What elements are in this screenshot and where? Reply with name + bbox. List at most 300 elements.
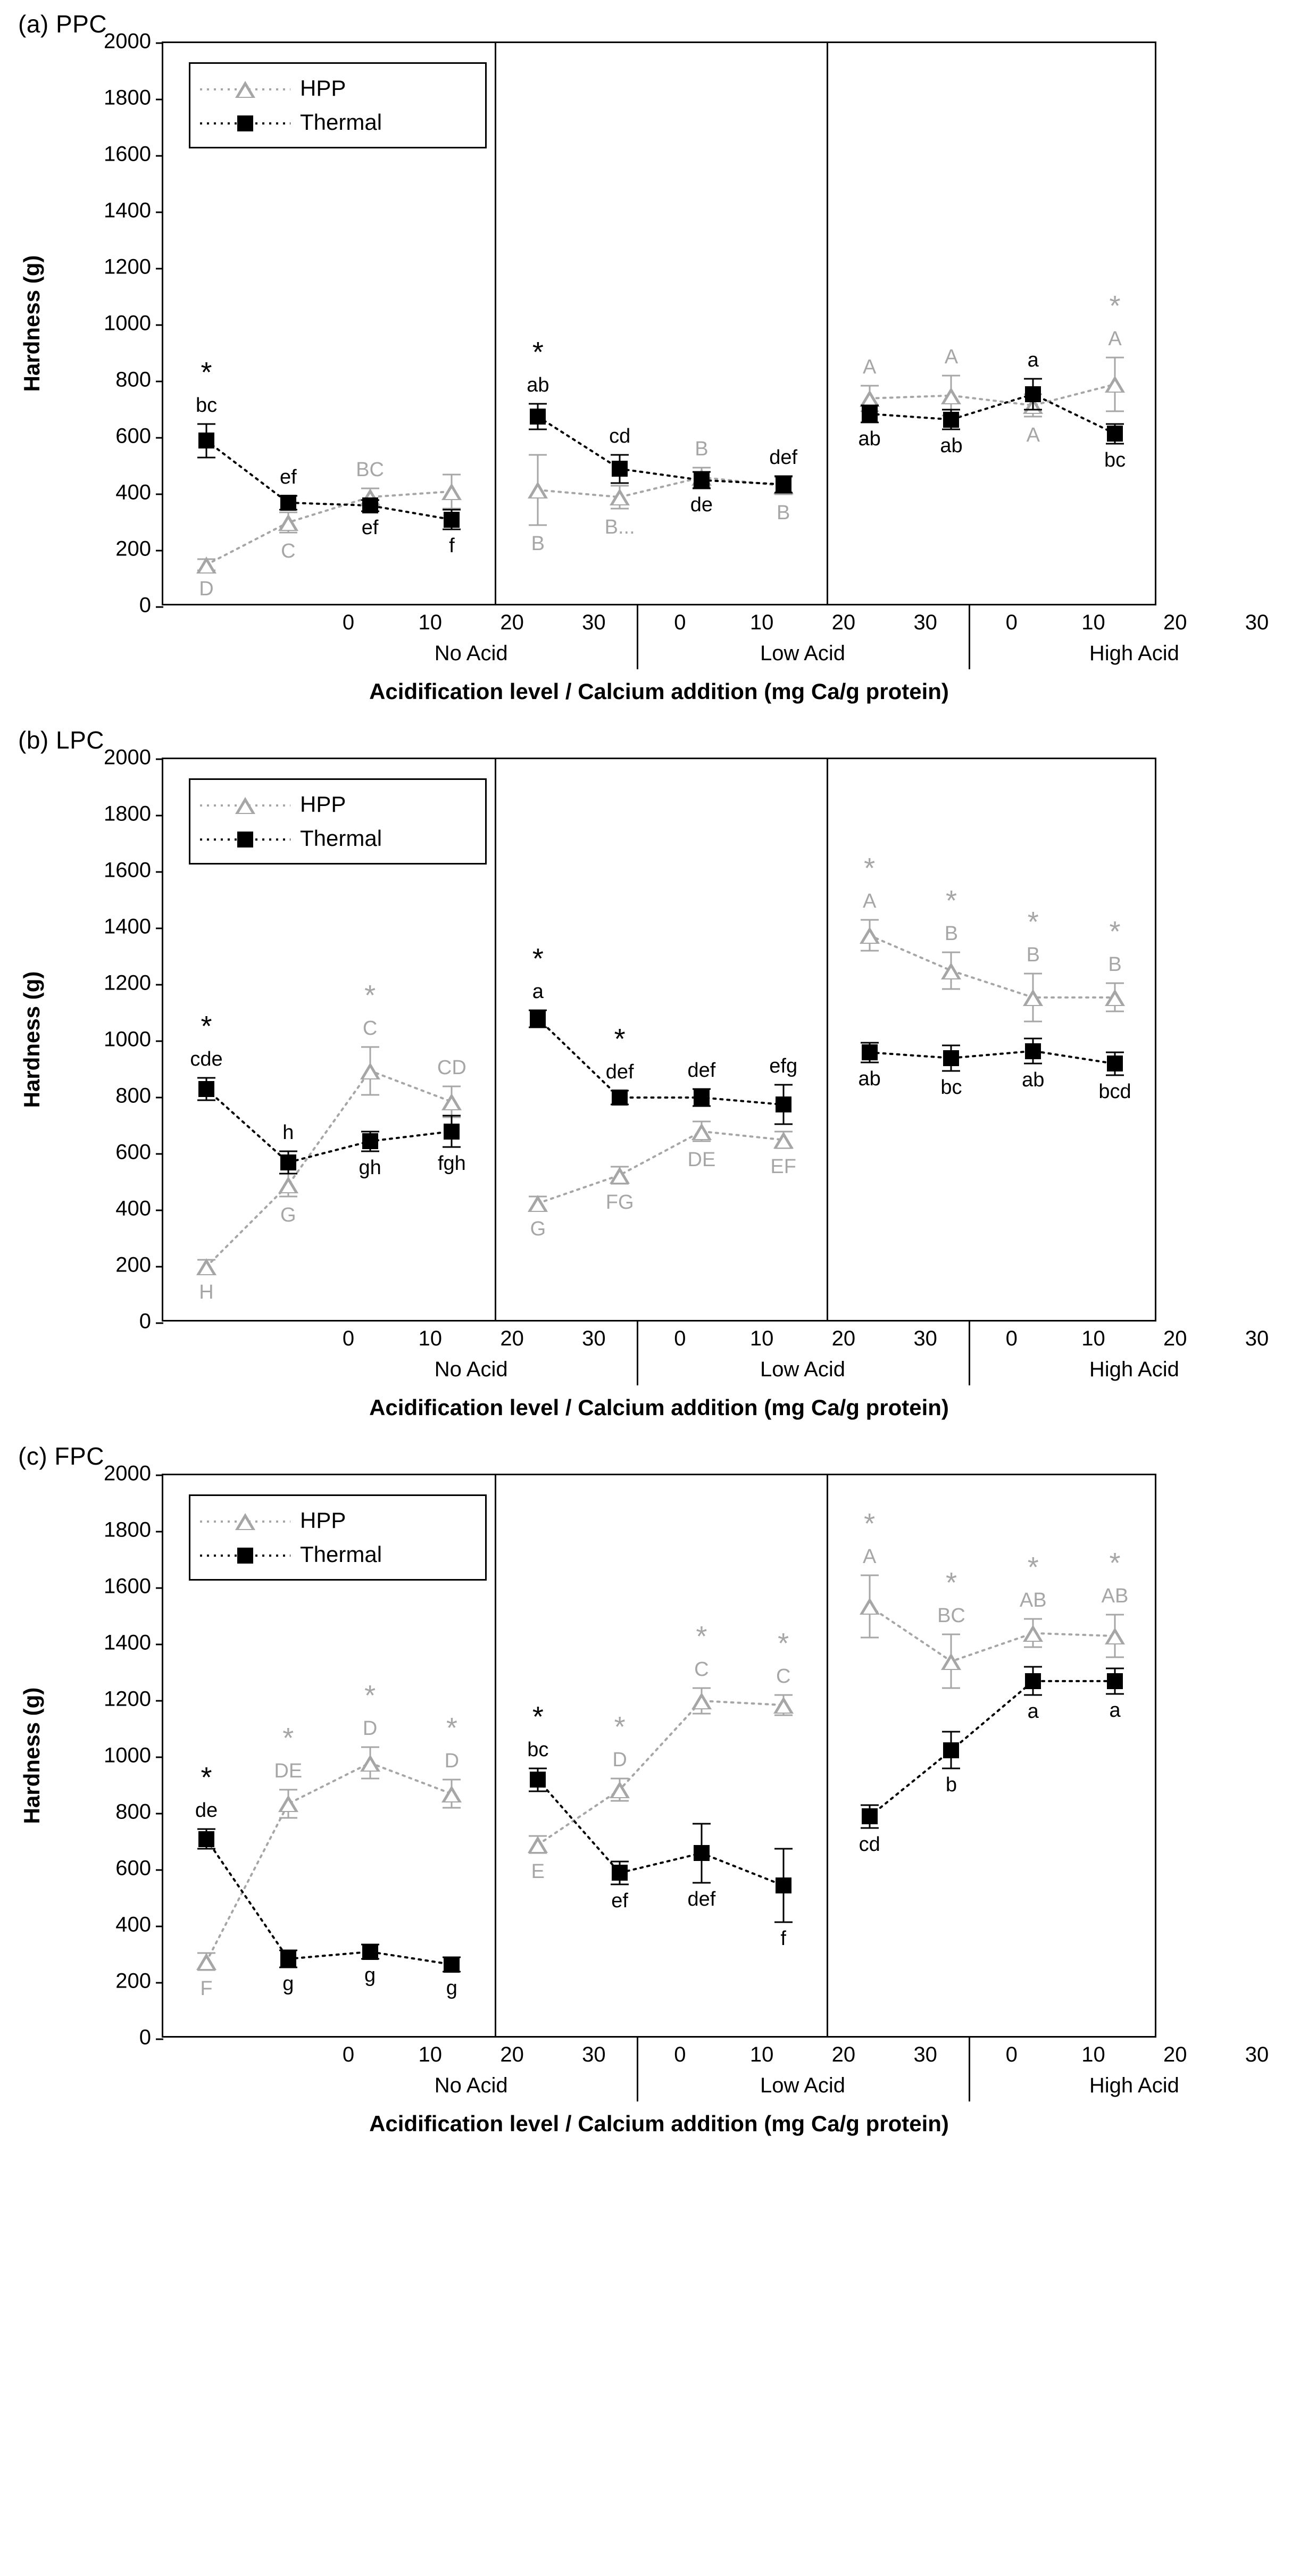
- y-tick-mark: [156, 1210, 163, 1211]
- hpp-group-letter: DE: [274, 1759, 303, 1782]
- hpp-group-letter: D: [199, 578, 214, 601]
- thermal-group-letter: f: [449, 535, 455, 558]
- triangle-marker-icon: [196, 1258, 216, 1275]
- y-tick-label: 1200: [104, 1687, 151, 1711]
- thermal-group-letter: bc: [195, 394, 218, 417]
- error-bar-cap: [529, 1768, 547, 1769]
- error-bar-cap: [1024, 1063, 1042, 1065]
- error-bar-cap: [861, 1805, 879, 1806]
- x-tick-label: 0: [1005, 2043, 1018, 2066]
- y-tick-mark: [156, 43, 163, 44]
- thermal-group-letter: bc: [940, 1076, 962, 1099]
- y-tick-mark: [156, 1153, 163, 1155]
- error-bar-cap: [861, 950, 879, 952]
- error-bar-cap: [529, 429, 547, 430]
- error-bar-cap: [942, 1634, 960, 1635]
- significance-star: *: [364, 1680, 376, 1712]
- triangle-marker-icon: [360, 1062, 380, 1079]
- error-bar-cap: [1024, 378, 1042, 379]
- thermal-data-point: [862, 1808, 878, 1824]
- hpp-data-point: [941, 962, 961, 979]
- series-line-segment: [538, 417, 783, 484]
- thermal-group-letter: gh: [359, 1156, 381, 1179]
- series-line-segment: [538, 1132, 783, 1203]
- error-bar-cap: [197, 423, 215, 425]
- y-axis-label: Hardness (g): [19, 1687, 44, 1824]
- x-tick-label: 10: [418, 611, 443, 634]
- y-tick-label: 0: [139, 593, 151, 617]
- x-tick-label: 30: [1245, 611, 1269, 634]
- hpp-group-letter: BC: [356, 459, 384, 481]
- y-axis-ticks: [55, 745, 151, 1333]
- thermal-data-point: [612, 1865, 628, 1881]
- thermal-data-point: [530, 409, 546, 425]
- x-axis-ticks: [305, 2038, 1300, 2071]
- thermal-data-point: [530, 1011, 546, 1027]
- thermal-data-point: [694, 1090, 710, 1106]
- legend-row: [200, 821, 471, 855]
- legend-square-icon: [237, 832, 253, 847]
- x-group-label: Low Acid: [760, 1358, 846, 1381]
- thermal-group-letter: ab: [1022, 1069, 1045, 1092]
- x-tick-label: 0: [342, 2043, 355, 2066]
- thermal-data-point: [1107, 426, 1123, 442]
- thermal-data-point: [1025, 1673, 1041, 1689]
- y-tick-label: 600: [115, 1856, 151, 1880]
- significance-star: *: [864, 1508, 876, 1540]
- significance-star: *: [532, 1701, 544, 1733]
- triangle-marker-icon: [691, 1123, 712, 1140]
- thermal-group-letter: cd: [859, 1833, 880, 1856]
- error-bar-cap: [197, 457, 215, 459]
- error-bar-cap: [942, 1688, 960, 1689]
- hpp-group-letter: C: [362, 1017, 378, 1040]
- hpp-group-letter: A: [863, 355, 877, 378]
- hpp-group-letter: AB: [1101, 1585, 1129, 1608]
- error-bar-cap: [774, 1124, 793, 1125]
- square-marker-icon: [444, 1124, 460, 1140]
- series-line-segment: [206, 1763, 452, 1962]
- error-bar-cap: [693, 1713, 711, 1714]
- thermal-data-point: [280, 1154, 296, 1170]
- series-line-segment: [206, 1071, 452, 1267]
- thermal-group-letter: a: [1027, 1700, 1039, 1723]
- error-bar-cap: [443, 509, 461, 511]
- hpp-data-point: [360, 1755, 380, 1772]
- error-bar-cap: [1106, 1693, 1124, 1694]
- hpp-group-letter: B: [531, 533, 545, 555]
- triangle-marker-icon: [1023, 989, 1043, 1006]
- thermal-data-point: [776, 476, 791, 492]
- legend-row: [200, 105, 471, 139]
- plot-inner: [163, 43, 1155, 604]
- hpp-data-point: [1023, 989, 1043, 1006]
- error-bar-cap: [774, 1084, 793, 1086]
- error-bar-cap: [942, 409, 960, 411]
- error-bar-cap: [861, 1061, 879, 1063]
- y-tick-mark: [156, 1926, 163, 1927]
- y-tick-label: 200: [115, 1253, 151, 1277]
- thermal-data-point: [943, 1742, 959, 1758]
- error-bar-cap: [443, 1115, 461, 1117]
- x-tick-label: 30: [1245, 1327, 1269, 1350]
- thermal-data-point: [1025, 386, 1041, 402]
- hpp-data-point: [278, 1795, 298, 1812]
- error-bar-cap: [1024, 1618, 1042, 1620]
- legend-marker: [200, 830, 290, 846]
- triangle-marker-icon: [941, 1653, 961, 1670]
- square-marker-icon: [280, 1951, 296, 1967]
- square-marker-icon: [530, 1011, 546, 1027]
- hpp-group-letter: C: [281, 539, 296, 562]
- chart-panel: [0, 1442, 1269, 2137]
- panel-spacer: [0, 1420, 1210, 1442]
- triangle-marker-icon: [441, 1785, 462, 1802]
- thermal-data-point: [362, 1944, 378, 1960]
- x-tick-label: 20: [831, 611, 856, 634]
- y-tick-mark: [156, 1869, 163, 1871]
- thermal-group-letter: def: [687, 1888, 716, 1910]
- y-tick-label: 1400: [104, 198, 151, 222]
- hpp-data-point: [441, 483, 462, 500]
- series-line-segment: [206, 441, 452, 519]
- x-tick-label: 20: [500, 1327, 524, 1350]
- panel-title: (b) LPC: [18, 726, 104, 754]
- x-axis-ticks: [305, 605, 1300, 638]
- thermal-group-letter: ef: [611, 1889, 628, 1912]
- significance-star: *: [1109, 916, 1121, 948]
- plot-inner: [163, 759, 1155, 1320]
- error-bar-cap: [1106, 1668, 1124, 1669]
- error-bar-cap: [279, 1789, 297, 1790]
- error-bar-cap: [1024, 1037, 1042, 1039]
- hpp-data-point: [691, 1123, 712, 1140]
- x-tick-label: 30: [582, 2043, 606, 2066]
- y-tick-label: 2000: [104, 1461, 151, 1485]
- hpp-group-letter: BC: [937, 1605, 965, 1627]
- square-marker-icon: [198, 433, 214, 448]
- x-axis-group-labels: [305, 2071, 1300, 2106]
- triangle-marker-icon: [773, 1697, 794, 1714]
- error-bar-cap: [1106, 356, 1124, 358]
- x-tick-label: 10: [1081, 2043, 1105, 2066]
- error-bar-cap: [942, 1070, 960, 1071]
- significance-star: *: [446, 1712, 457, 1744]
- error-bar-cap: [197, 1829, 215, 1830]
- y-axis-ticks: [55, 1461, 151, 2049]
- x-tick-label: 20: [831, 1327, 856, 1350]
- square-marker-icon: [862, 406, 878, 422]
- chart-legend: [189, 778, 487, 865]
- error-bar-cap: [942, 1731, 960, 1733]
- panel-spacer: [0, 2137, 1210, 2158]
- legend-marker: [200, 796, 290, 812]
- thermal-group-letter: bcd: [1098, 1080, 1131, 1103]
- chart-canvas: [18, 745, 1178, 1333]
- error-bar-cap: [443, 473, 461, 475]
- plot-frame: [162, 758, 1156, 1322]
- error-bar-cap: [774, 1694, 793, 1696]
- square-marker-icon: [776, 476, 791, 492]
- triangle-marker-icon: [235, 1513, 255, 1530]
- x-axis-label: Acidification level / Calcium addition (mg Ca/g protein): [369, 1395, 949, 1420]
- square-marker-icon: [776, 1096, 791, 1112]
- thermal-group-letter: ef: [361, 516, 379, 539]
- error-bar-cap: [279, 1195, 297, 1197]
- error-bar-cap: [197, 1077, 215, 1078]
- thermal-group-letter: cde: [190, 1048, 223, 1070]
- error-bar-cap: [861, 1636, 879, 1638]
- error-bar-cap: [861, 919, 879, 921]
- triangle-marker-icon: [235, 81, 255, 98]
- error-bar-cap: [279, 1150, 297, 1152]
- square-marker-icon: [862, 1808, 878, 1824]
- y-tick-label: 1200: [104, 971, 151, 995]
- triangle-marker-icon: [528, 1836, 548, 1853]
- square-marker-icon: [362, 1944, 378, 1960]
- thermal-data-point: [444, 512, 460, 528]
- error-bar-cap: [861, 385, 879, 386]
- error-bar-cap: [611, 1883, 629, 1885]
- x-group-label: High Acid: [1089, 1358, 1179, 1381]
- x-tick-label: 0: [674, 2043, 686, 2066]
- square-marker-icon: [862, 1044, 878, 1060]
- y-tick-label: 1600: [104, 1574, 151, 1598]
- y-tick-mark: [156, 1982, 163, 1984]
- x-tick-label: 10: [749, 1327, 774, 1350]
- y-tick-mark: [156, 984, 163, 986]
- hpp-data-point: [860, 1598, 880, 1615]
- significance-star: *: [1109, 289, 1121, 322]
- hpp-group-letter: C: [694, 1658, 709, 1681]
- hpp-data-point: [610, 1167, 630, 1184]
- thermal-data-point: [1107, 1056, 1123, 1071]
- hpp-group-letter: A: [1026, 424, 1040, 447]
- error-bar-cap: [1106, 1614, 1124, 1616]
- y-tick-label: 800: [115, 368, 151, 392]
- triangle-marker-icon: [235, 797, 255, 814]
- y-axis-label: Hardness (g): [19, 971, 44, 1108]
- y-tick-mark: [156, 325, 163, 326]
- legend-square-icon: [237, 115, 253, 131]
- chart-legend: [189, 62, 487, 148]
- triangle-marker-icon: [441, 1093, 462, 1110]
- thermal-group-letter: b: [945, 1774, 957, 1797]
- thermal-group-letter: g: [282, 1972, 294, 1995]
- legend-marker: [200, 1513, 290, 1528]
- panel-title: (a) PPC: [18, 10, 107, 38]
- error-bar-cap: [942, 952, 960, 953]
- y-tick-label: 800: [115, 1800, 151, 1824]
- square-marker-icon: [530, 409, 546, 425]
- x-group-label: No Acid: [434, 2074, 508, 2097]
- hpp-data-point: [441, 1785, 462, 1802]
- thermal-data-point: [862, 1044, 878, 1060]
- error-bar-cap: [197, 1100, 215, 1101]
- y-tick-mark: [156, 815, 163, 817]
- square-marker-icon: [694, 1845, 710, 1861]
- chart-panel: [0, 726, 1269, 1420]
- hpp-group-letter: D: [444, 1750, 460, 1773]
- triangle-marker-icon: [941, 387, 961, 404]
- thermal-data-point: [362, 1133, 378, 1149]
- y-tick-label: 0: [139, 1309, 151, 1333]
- error-bar-cap: [1106, 1656, 1124, 1658]
- x-group-label: High Acid: [1089, 2074, 1179, 2097]
- plot-area: [18, 1461, 1269, 2137]
- significance-star: *: [696, 1621, 707, 1653]
- x-tick-label: 30: [1245, 2043, 1269, 2066]
- y-tick-mark: [156, 381, 163, 383]
- square-marker-icon: [943, 1742, 959, 1758]
- error-bar-cap: [279, 1817, 297, 1818]
- hpp-data-point: [691, 1692, 712, 1709]
- hpp-group-letter: G: [530, 1218, 546, 1240]
- square-marker-icon: [694, 472, 710, 488]
- thermal-data-point: [198, 433, 214, 448]
- thermal-data-point: [694, 472, 710, 488]
- error-bar-cap: [611, 508, 629, 509]
- error-bar-cap: [1024, 409, 1042, 411]
- error-bar-cap: [361, 1150, 379, 1152]
- error-bar-cap: [361, 1777, 379, 1779]
- hpp-data-point: [610, 1781, 630, 1798]
- square-marker-icon: [776, 1877, 791, 1893]
- y-tick-label: 400: [115, 1196, 151, 1220]
- x-axis-group-labels: [305, 638, 1300, 674]
- y-tick-mark: [156, 1475, 163, 1476]
- hpp-group-letter: B...: [604, 516, 635, 538]
- significance-star: *: [201, 1010, 212, 1042]
- hpp-data-point: [441, 1093, 462, 1110]
- y-tick-mark: [156, 1813, 163, 1815]
- x-tick-label: 20: [500, 2043, 524, 2066]
- thermal-group-letter: h: [282, 1121, 294, 1144]
- error-bar-cap: [693, 1141, 711, 1142]
- thermal-group-letter: def: [605, 1060, 634, 1083]
- series-line-segment: [538, 1780, 783, 1885]
- significance-star: *: [1109, 1547, 1121, 1580]
- triangle-marker-icon: [1105, 1627, 1125, 1644]
- y-tick-label: 2000: [104, 29, 151, 53]
- legend-label: Thermal: [300, 110, 382, 135]
- y-tick-label: 1800: [104, 86, 151, 110]
- significance-star: *: [1027, 1551, 1039, 1584]
- triangle-marker-icon: [610, 1167, 630, 1184]
- y-tick-label: 600: [115, 424, 151, 448]
- error-bar-cap: [774, 1922, 793, 1923]
- significance-star: *: [778, 1627, 789, 1660]
- y-tick-mark: [156, 928, 163, 929]
- y-tick-mark: [156, 606, 163, 608]
- legend-square-icon: [237, 1548, 253, 1564]
- thermal-group-letter: efg: [769, 1055, 798, 1078]
- hpp-data-point: [1105, 1627, 1125, 1644]
- error-bar-cap: [861, 1042, 879, 1043]
- significance-star: *: [614, 1710, 626, 1743]
- legend-triangle-icon: [235, 797, 255, 814]
- error-bar-cap: [693, 467, 711, 468]
- x-tick-label: 10: [1081, 1327, 1105, 1350]
- y-tick-label: 800: [115, 1084, 151, 1108]
- hpp-data-point: [528, 481, 548, 498]
- thermal-data-point: [776, 1877, 791, 1893]
- triangle-marker-icon: [610, 1781, 630, 1798]
- square-marker-icon: [237, 1548, 253, 1564]
- x-tick-label: 0: [342, 611, 355, 634]
- error-bar-cap: [942, 429, 960, 430]
- error-bar-cap: [1024, 1020, 1042, 1022]
- thermal-group-letter: g: [364, 1964, 376, 1987]
- significance-star: *: [532, 942, 544, 975]
- series-line-segment: [870, 1681, 1115, 1816]
- hpp-group-letter: G: [280, 1203, 296, 1226]
- y-tick-label: 200: [115, 537, 151, 561]
- triangle-marker-icon: [441, 483, 462, 500]
- x-tick-label: 30: [913, 611, 937, 634]
- thermal-group-letter: bc: [527, 1739, 549, 1761]
- triangle-marker-icon: [278, 514, 298, 531]
- triangle-marker-icon: [860, 1598, 880, 1615]
- x-tick-label: 10: [749, 2043, 774, 2066]
- y-tick-label: 0: [139, 2025, 151, 2049]
- error-bar-cap: [443, 1807, 461, 1809]
- triangle-marker-icon: [1105, 989, 1125, 1006]
- y-tick-mark: [156, 99, 163, 101]
- y-tick-mark: [156, 1041, 163, 1042]
- chart-canvas: [18, 1461, 1178, 2049]
- thermal-group-letter: a: [1109, 1699, 1121, 1722]
- y-tick-mark: [156, 1266, 163, 1268]
- hpp-data-point: [528, 1836, 548, 1853]
- error-bar-cap: [1106, 1052, 1124, 1053]
- legend-row: [200, 1538, 471, 1572]
- hpp-data-point: [1105, 376, 1125, 393]
- significance-star: *: [364, 979, 376, 1011]
- panel-spacer: [0, 704, 1210, 726]
- square-marker-icon: [612, 461, 628, 477]
- x-axis-label: Acidification level / Calcium addition (mg Ca/g protein): [369, 2111, 949, 2136]
- legend-label: HPP: [300, 76, 346, 101]
- error-bar-cap: [611, 1861, 629, 1863]
- square-marker-icon: [1107, 1056, 1123, 1071]
- error-bar-cap: [861, 1575, 879, 1576]
- hpp-group-letter: D: [362, 1717, 378, 1740]
- error-bar-cap: [611, 482, 629, 484]
- error-bar-cap: [443, 1085, 461, 1087]
- error-bar-cap: [1024, 416, 1042, 418]
- significance-star: *: [201, 1761, 212, 1794]
- significance-star: *: [1027, 905, 1039, 938]
- series-line-segment: [206, 1089, 452, 1162]
- y-tick-label: 1600: [104, 142, 151, 166]
- square-marker-icon: [612, 1090, 628, 1106]
- y-tick-mark: [156, 550, 163, 552]
- thermal-data-point: [198, 1831, 214, 1847]
- square-marker-icon: [280, 1154, 296, 1170]
- thermal-data-point: [694, 1845, 710, 1861]
- error-bar-cap: [942, 988, 960, 990]
- triangle-marker-icon: [196, 556, 216, 574]
- y-axis-ticks: [55, 29, 151, 617]
- error-bar-cap: [443, 529, 461, 530]
- error-bar-cap: [279, 512, 297, 513]
- series-line-segment: [538, 1019, 783, 1105]
- hpp-data-point: [860, 927, 880, 944]
- hpp-data-point: [360, 1062, 380, 1079]
- square-marker-icon: [280, 495, 296, 511]
- x-tick-label: 20: [1163, 2043, 1187, 2066]
